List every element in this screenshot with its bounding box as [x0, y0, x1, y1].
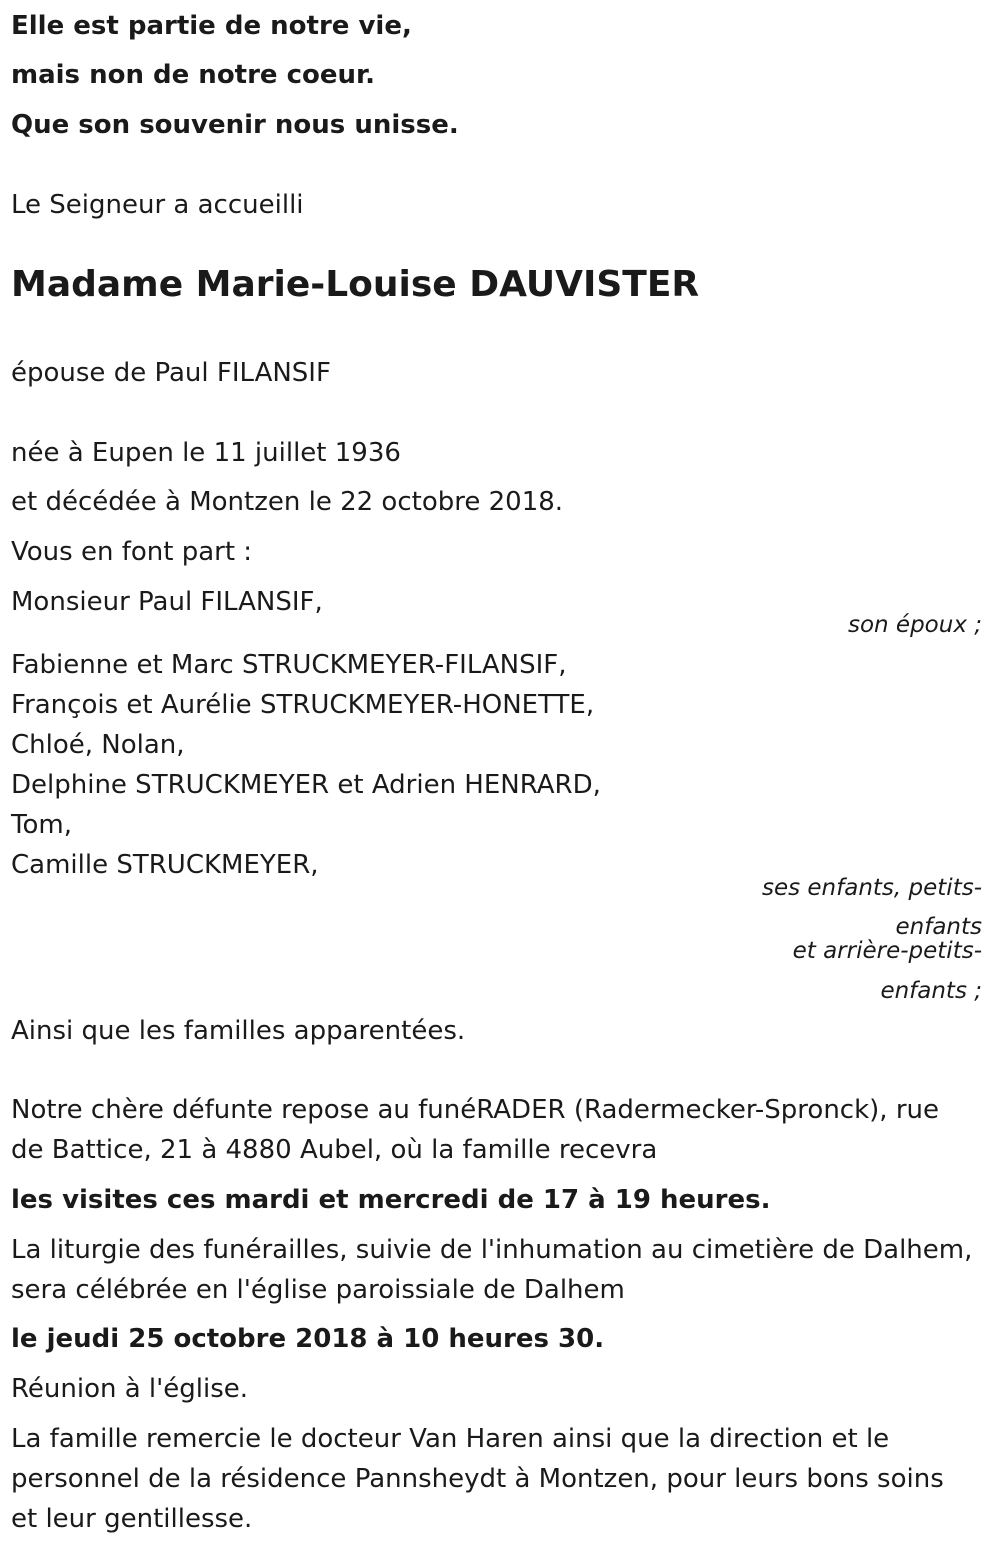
verse-line-1: Elle est partie de notre vie,: [11, 11, 412, 41]
family-line-3: Chloé, Nolan,: [11, 730, 185, 760]
family-line-4: Delphine STRUCKMEYER et Adrien HENRARD,: [11, 770, 601, 800]
family-role-line-3: et arrière-petits-: [792, 938, 982, 964]
family-line-6: Camille STRUCKMEYER,: [11, 850, 319, 880]
family-line-1: Fabienne et Marc STRUCKMEYER-FILANSIF,: [11, 650, 567, 680]
ceremony-date: le jeudi 25 octobre 2018 à 10 heures 30.: [11, 1324, 605, 1354]
thanks-line-1: La famille remercie le docteur Van Haren ainsi que la direction et le: [11, 1424, 890, 1454]
liturgy-line-1: La liturgie des funérailles, suivie de l'inhumation au cimetière de Dalhem,: [11, 1235, 973, 1265]
family-role-line-1: ses enfants, petits-: [761, 875, 982, 901]
relatives-line: Ainsi que les familles apparentées.: [11, 1016, 466, 1046]
thanks-line-2: personnel de la résidence Pannsheydt à Montzen, pour leurs bons soins: [11, 1464, 944, 1494]
thanks-line-3: et leur gentillesse.: [11, 1504, 253, 1534]
liturgy-line-2: sera célébrée en l'église paroissiale de Dalhem: [11, 1275, 625, 1305]
repose-line-2: de Battice, 21 à 4880 Aubel, où la famille recevra: [11, 1135, 658, 1165]
spouse-line: épouse de Paul FILANSIF: [11, 358, 331, 388]
intro-text: Le Seigneur a accueilli: [11, 190, 304, 220]
deceased-name: Madame Marie-Louise DAUVISTER: [11, 264, 700, 305]
family-line-2: François et Aurélie STRUCKMEYER-HONETTE,: [11, 690, 595, 720]
visits-line: les visites ces mardi et mercredi de 17 à 19 heures.: [11, 1185, 771, 1215]
repose-line-1: Notre chère défunte repose au funéRADER (Radermecker-Spronck), rue: [11, 1095, 939, 1125]
meeting-line: Réunion à l'église.: [11, 1374, 249, 1404]
family-role-line-2: enfants: [895, 914, 982, 940]
family-role-line-4: enfants ;: [880, 978, 982, 1004]
death-line: et décédée à Montzen le 22 octobre 2018.: [11, 487, 564, 517]
verse-line-2: mais non de notre coeur.: [11, 60, 376, 90]
husband-line: Monsieur Paul FILANSIF,: [11, 587, 323, 617]
family-line-5: Tom,: [11, 810, 72, 840]
husband-role: son époux ;: [847, 612, 982, 638]
birth-line: née à Eupen le 11 juillet 1936: [11, 438, 401, 468]
verse-line-3: Que son souvenir nous unisse.: [11, 110, 459, 140]
announce-line: Vous en font part :: [11, 537, 253, 567]
